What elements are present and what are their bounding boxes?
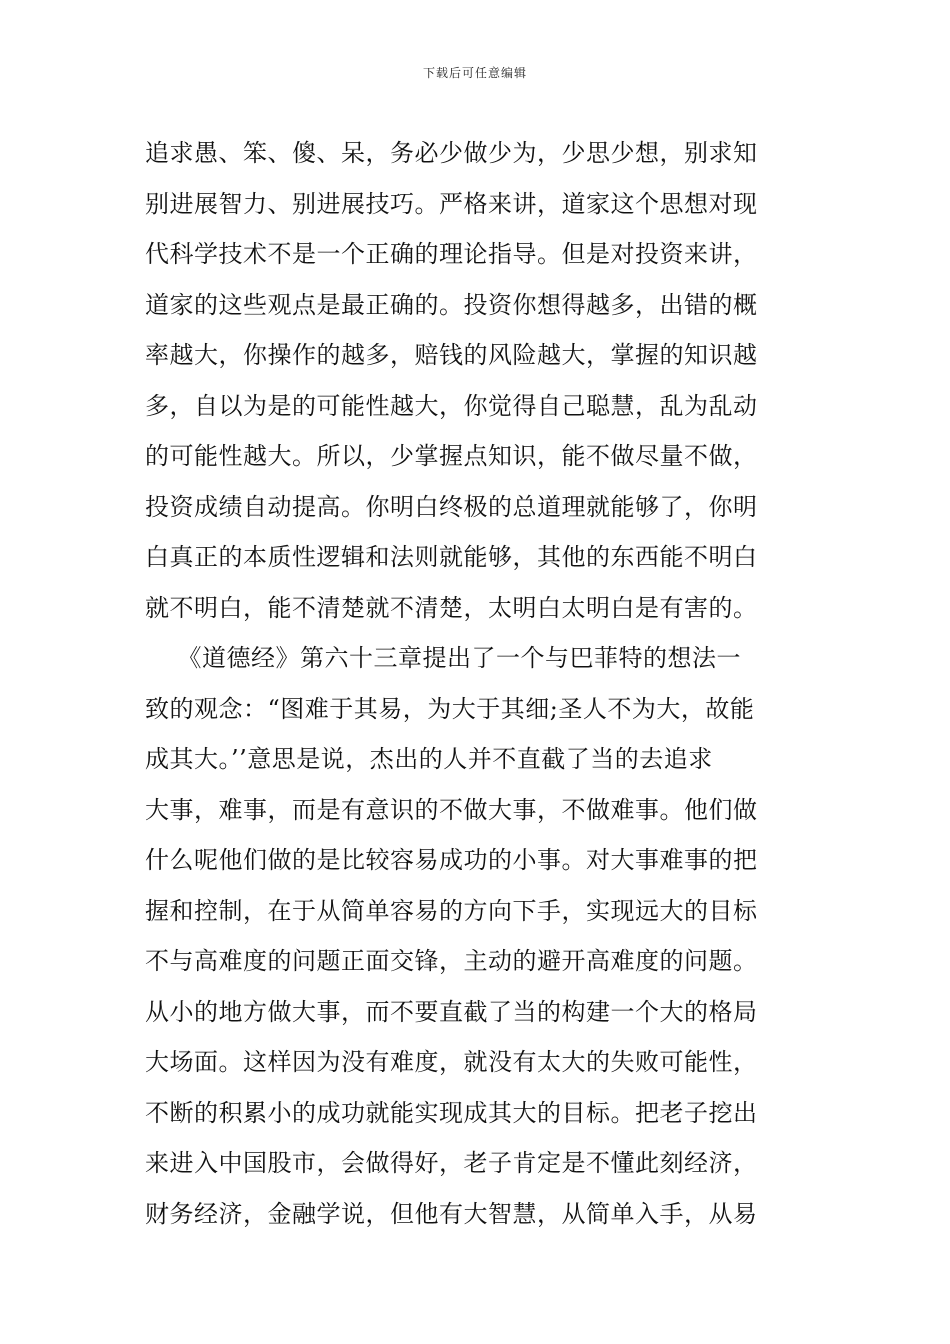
text-line: 白真正的本质性逻辑和法则就能够，其他的东西能不明白 — [145, 543, 758, 571]
text-line: 多，自以为是的可能性越大，你觉得自己聪慧，乱为乱动 — [145, 391, 758, 420]
text-line: 就不明白，能不清楚就不清楚，太明白太明白是有害的。 — [145, 593, 758, 622]
text-line: 投资成绩自动提高。你明白终极的总道理就能够了，你明 — [145, 492, 758, 521]
text-line: 握和控制，在于从简单容易的方向下手，实现远大的目标 — [145, 896, 758, 925]
text-line: 大事，难事，而是有意识的不做大事，不做难事。他们做 — [145, 795, 758, 824]
text-line: 不断的积累小的成功就能实现成其大的目标。把老子挖出 — [145, 1098, 758, 1127]
text-line: 的可能性越大。所以，少掌握点知识，能不做尽量不做， — [145, 442, 758, 470]
text-line: 致的观念：“图难于其易，为大于其细;圣人不为大，故能 — [145, 694, 755, 723]
text-line: 《道德经》第六十三章提出了一个与巴菲特的想法一 — [145, 644, 742, 672]
text-line: 别进展智力、别进展技巧。严格来讲，道家这个思想对现 — [145, 189, 758, 218]
text-line: 来进入中国股市，会做得好，老子肯定是不懂此刻经济， — [145, 1149, 758, 1177]
document-body — [145, 128, 810, 1239]
text-line: 代科学技术不是一个正确的理论指导。但是对投资来讲， — [145, 240, 758, 268]
text-line: 财务经济，金融学说，但他有大智慧，从简单入手，从易 — [145, 1199, 758, 1228]
text-line: 什么呢他们做的是比较容易成功的小事。对大事难事的把 — [145, 846, 758, 874]
text-line: 大场面。这样因为没有难度，就没有太大的失败可能性， — [145, 1048, 758, 1076]
text-line: 道家的这些观点是最正确的。投资你想得越多，出错的概 — [145, 290, 758, 319]
text-line: 从小的地方做大事，而不要直截了当的构建一个大的格局 — [145, 997, 758, 1026]
text-line: 率越大，你操作的越多，赔钱的风险越大，掌握的知识越 — [145, 341, 758, 369]
text-line: 追求愚、笨、傻、呆，务必少做少为，少思少想，别求知 — [145, 139, 758, 167]
text-line: 不与高难度的问题正面交锋，主动的避开高难度的问题。 — [145, 947, 758, 975]
page-header: 下载后可任意编辑 — [422, 66, 527, 80]
text-line: 成其大。’’意思是说，杰出的人并不直截了当的去追求 — [145, 745, 713, 773]
